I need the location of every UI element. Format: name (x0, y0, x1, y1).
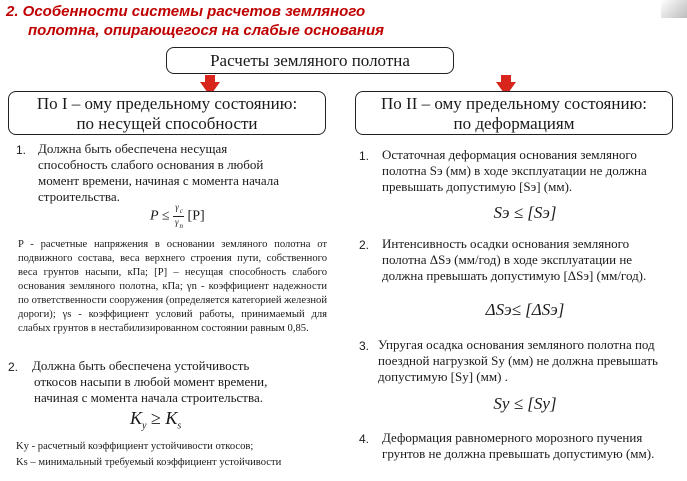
right-item4-number: 4. (359, 432, 370, 446)
left-item2-note1: Ky - расчетный коэффициент устойчивости откосов; (16, 441, 254, 452)
left-item1-line1: Должна быть обеспечена несущая (38, 141, 228, 156)
left-item1-number: 1. (16, 143, 27, 157)
left-item2-formula (130, 408, 210, 432)
slide-title-line1: 2. Особенности системы расчетов земляного (6, 3, 366, 20)
formula2-lhs-sub: y (142, 420, 147, 432)
formula-fraction (173, 202, 184, 231)
left-item1-explanation: P - расчетные напряжения в основании земляного полотна от подвижного состава, веса верхнего строения пути, собственного веса грунтов насыпи, кПа; [P] – несущая способность слабого основания земляного полотна, кПа; γn - коэффициент надежности по ответственности сооружения (определяется категорией железной дороги); γs - коэффициент условий работы, принимаемый для слабых грунтов в нестабилизированном состоянии равным 0,85. (18, 239, 327, 334)
limit-state-1-subtitle: по несущей способности (76, 114, 258, 133)
right-item2-number: 2. (359, 238, 370, 252)
right-item4-text: Деформация равномерного морозного пучения грунтов не должна превышать допустимую (мм). (382, 430, 655, 461)
left-item1-line3: момент времени, начиная с момента начала (38, 173, 280, 188)
frac-top-sub: c (179, 206, 183, 215)
right-item3-number: 3. (359, 339, 370, 353)
formula2-rhs-sub: s (177, 420, 182, 432)
formula-lhs: P (150, 208, 159, 224)
frac-bottom: γ (175, 216, 179, 227)
formula2-lhs: K (130, 408, 143, 428)
limit-state-1-box (8, 91, 326, 135)
limit-state-2-box (355, 91, 673, 135)
left-item1-text (38, 141, 328, 205)
left-item1-line4: строительства. (38, 189, 120, 204)
left-item1-formula (150, 202, 250, 231)
limit-state-2-subtitle: по деформациям (453, 114, 575, 133)
formula2-rhs: K (165, 408, 178, 428)
slide-title (6, 2, 426, 40)
main-topic-box (166, 47, 454, 74)
left-item2-number: 2. (8, 360, 19, 374)
frac-top: γ (175, 202, 179, 212)
left-item1-line2: способность слабого основания в любой (38, 157, 264, 172)
right-item1-formula: Sэ ≤ [Sэ] (493, 203, 557, 222)
right-item2-text: Интенсивность осадки основания земляного полотна ΔSэ (мм/год) в ходе эксплуатации не должна превышать допустимую [ΔSэ] (мм/год). (382, 236, 647, 283)
right-item1-number: 1. (359, 149, 370, 163)
limit-state-2-title: По II – ому предельному состоянию: (381, 94, 647, 113)
main-topic-label: Расчеты земляного полотна (210, 51, 410, 70)
left-item2-line2: откосов насыпи в любой момент времени, (34, 374, 268, 389)
slide-corner-decoration (661, 0, 687, 18)
left-item2-note2: Ks – минимальный требуемый коэффициент устойчивости (16, 457, 282, 468)
left-item2-text (32, 358, 327, 406)
slide-title-line2: полотна, опирающегося на слабые основания (28, 22, 384, 39)
frac-bottom-sub: n (179, 221, 184, 230)
formula-rel: ≤ (161, 208, 170, 224)
right-item1-text: Остаточная деформация основания земляного полотна Sэ (мм) в ходе эксплуатации не должна превышать допустимую [Sэ] (мм). (382, 147, 647, 194)
right-item3-formula: Sу ≤ [Sу] (493, 394, 557, 413)
right-item3-text: Упругая осадка основания земляного полотна под поездной нагрузкой Sу (мм) не должна превышать допустимую [Sу] (мм) . (378, 337, 658, 384)
formula2-rel: ≥ (150, 408, 161, 428)
right-item2-formula: ΔSэ≤ [ΔSэ] (485, 300, 565, 319)
left-item2-line1: Должна быть обеспечена устойчивость (32, 358, 250, 373)
left-item2-line3: начиная с момента начала строительства. (34, 390, 263, 405)
limit-state-1-title: По I – ому предельному состоянию: (36, 94, 298, 113)
formula-rhs: [P] (187, 208, 205, 224)
